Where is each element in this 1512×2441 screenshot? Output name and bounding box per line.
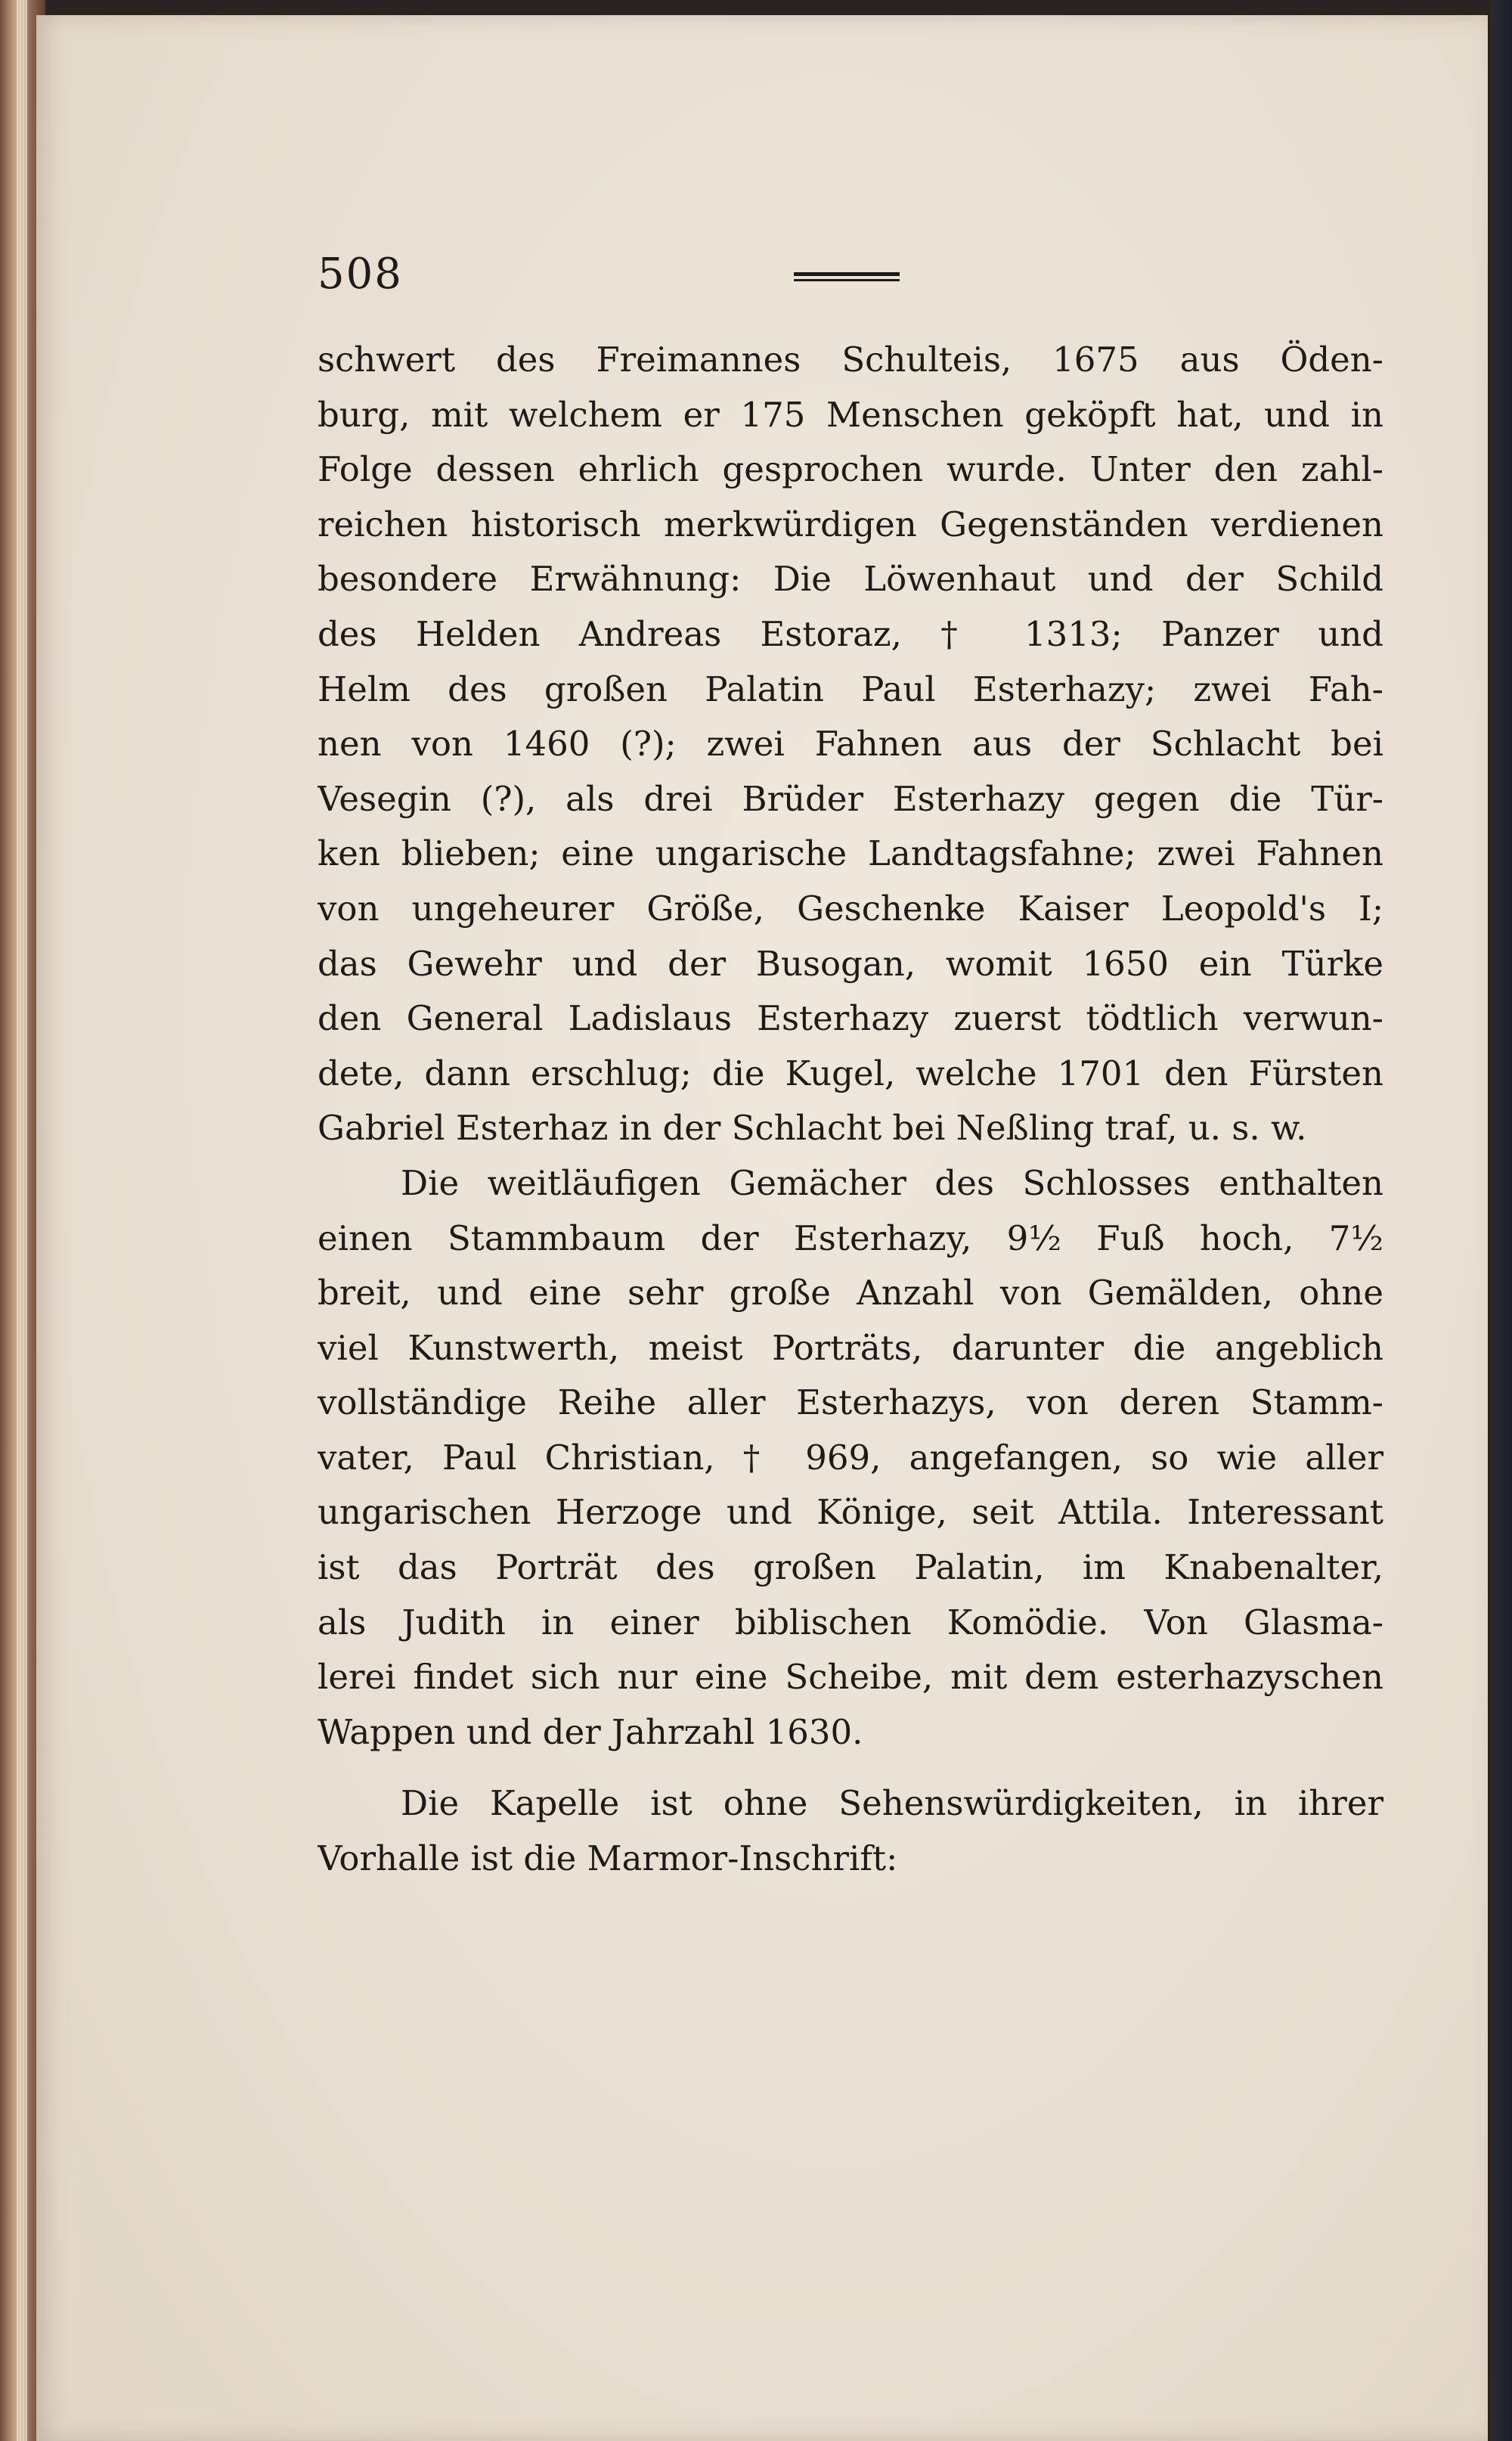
text-line: Folge dessen ehrlich gesprochen wurde. Unter den zahl-	[318, 449, 1383, 490]
body-text	[318, 333, 1383, 1887]
text-line: einen Stammbaum der Esterhazy, 9½ Fuß hoch, 7½	[318, 1217, 1383, 1258]
text-line: dete, dann erschlug; die Kugel, welche 1701 den Fürsten	[318, 1053, 1383, 1093]
text-line: Vesegin (?), als drei Brüder Esterhazy gegen die Tür-	[318, 778, 1383, 819]
text-line: besondere Erwähnung: Die Löwenhaut und der Schild	[318, 559, 1383, 600]
text-line: ungarischen Herzoge und Könige, seit Attila. Interessant	[318, 1492, 1383, 1533]
text-line: den General Ladislaus Esterhazy zuerst tödtlich verwun-	[318, 998, 1383, 1039]
text-line: viel Kunstwerth, meist Porträts, darunter die angeblich	[318, 1327, 1383, 1368]
text-line: Wappen und der Jahrzahl 1630.	[318, 1711, 863, 1752]
paragraph-1	[318, 333, 1383, 1156]
text-line: Die weitläufigen Gemächer des Schlosses enthalten	[401, 1162, 1383, 1203]
text-line: nen von 1460 (?); zwei Fahnen aus der Schlacht bei	[318, 724, 1383, 765]
paragraph-2	[318, 1156, 1383, 1760]
text-line: Vorhalle ist die Marmor-Inschrift:	[318, 1838, 898, 1879]
text-line: reichen historisch merkwürdigen Gegenständen verdienen	[318, 504, 1383, 544]
text-line: des Helden Andreas Estoraz, † 1313; Panzer und	[318, 613, 1383, 654]
text-line: burg, mit welchem er 175 Menschen geköpft hat, und in	[318, 394, 1383, 435]
text-line: vollständige Reihe aller Esterhazys, von deren Stamm-	[318, 1382, 1383, 1423]
text-line: das Gewehr und der Busogan, womit 1650 ein Türke	[318, 943, 1383, 984]
paragraph-3	[318, 1776, 1383, 1886]
header-ornament	[794, 272, 900, 283]
text-line: ken blieben; eine ungarische Landtagsfahne; zwei Fahnen	[318, 833, 1383, 874]
text-line: schwert des Freimannes Schulteis, 1675 aus Öden-	[318, 340, 1383, 380]
text-line: ist das Porträt des großen Palatin, im Knabenalter,	[318, 1547, 1383, 1588]
book-cover-edge	[1491, 0, 1512, 2441]
page-number: 508	[318, 250, 403, 299]
text-line: von ungeheurer Größe, Geschenke Kaiser Leopold's I;	[318, 888, 1383, 929]
text-line: lerei findet sich nur eine Scheibe, mit dem esterhazyschen	[318, 1657, 1383, 1698]
page-stack	[17, 0, 27, 2441]
paragraph-gap	[318, 1760, 1383, 1776]
text-line: als Judith in einer biblischen Komödie. Von Glasma-	[318, 1602, 1383, 1642]
text-line: Helm des großen Palatin Paul Esterhazy; zwei Fah-	[318, 668, 1383, 709]
text-line: Gabriel Esterhaz in der Schlacht bei Neßling traf, u. s. w.	[318, 1108, 1307, 1149]
text-line: Die Kapelle ist ohne Sehenswürdigkeiten, in ihrer	[401, 1783, 1383, 1824]
text-line: breit, und eine sehr große Anzahl von Gemälden, ohne	[318, 1273, 1383, 1314]
text-line: vater, Paul Christian, † 969, angefangen, so wie aller	[318, 1437, 1383, 1478]
page-header	[318, 250, 1376, 302]
